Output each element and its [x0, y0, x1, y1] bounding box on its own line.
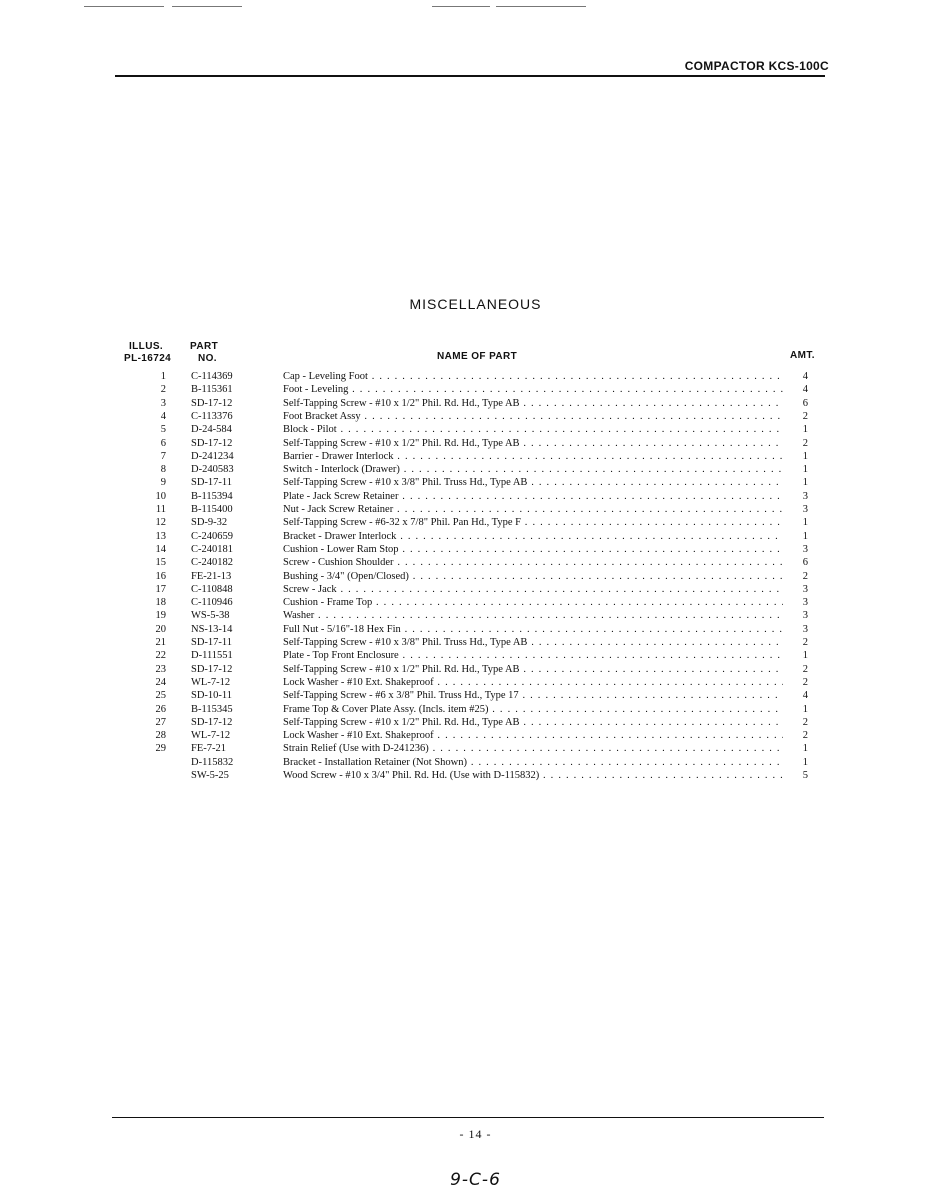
part-number: C-240181 [191, 543, 233, 555]
part-amount: 4 [802, 371, 808, 382]
part-name: Bracket - Installation Retainer (Not Shown) . . . [283, 756, 783, 769]
part-amount: 4 [802, 384, 808, 396]
illus-number: 8 [160, 464, 166, 476]
illus-number: 19 [155, 610, 166, 622]
part-amount: 1 [802, 530, 808, 542]
part-number: WS-5-38 [191, 610, 230, 622]
illus-number: 15 [155, 557, 166, 569]
illus-number: 4 [160, 410, 166, 422]
part-amount: 1 [802, 464, 808, 476]
part-number: WL-7-12 [191, 730, 231, 742]
part-number: C-110946 [191, 597, 233, 609]
part-amount: 5 [802, 770, 808, 781]
part-amount: 1 [802, 743, 808, 755]
part-number: SD-17-12 [191, 437, 233, 449]
part-amount: 1 [802, 517, 808, 529]
illus-number: 29 [155, 743, 166, 755]
column-header-amount: AMT. [790, 350, 815, 361]
illus-number: 20 [155, 623, 166, 635]
part-name: Bushing - 3/4" (Open/Closed) . . . [283, 570, 783, 583]
part-number: SD-17-12 [191, 397, 233, 409]
part-name: Block - Pilot . . . [283, 423, 783, 436]
part-amount: 4 [802, 690, 808, 702]
document-header-title: COMPACTOR KCS-100C [684, 59, 829, 73]
illus-number: 25 [155, 690, 166, 702]
part-name: Switch - Interlock (Drawer) . . . [283, 463, 783, 476]
part-number: B-115361 [191, 384, 233, 396]
part-amount: 1 [802, 756, 808, 768]
illus-number: 7 [160, 450, 166, 462]
column-header-illus-line2: PL-16724 [124, 353, 172, 364]
illus-number: 9 [160, 477, 166, 489]
part-name: Self-Tapping Screw - #10 x 1/2" Phil. Rd. Hd., Type AB . . . [283, 663, 783, 676]
part-amount: 1 [802, 650, 808, 662]
part-amount: 3 [802, 490, 808, 502]
page-number: - 14 - [459, 1127, 492, 1141]
part-number: FE-7-21 [191, 743, 226, 755]
part-name: Screw - Cushion Shoulder . . . [283, 556, 783, 569]
column-header-part-line1: PART [190, 341, 219, 352]
part-amount: 2 [802, 716, 808, 728]
part-name: Self-Tapping Screw - #6 x 3/8" Phil. Truss Hd., Type 17 . . . [283, 689, 783, 702]
part-name: Cap - Leveling Foot . . . [283, 370, 783, 383]
part-amount: 2 [802, 637, 808, 648]
part-name: Self-Tapping Screw - #10 x 3/8" Phil. Truss Hd., Type AB . . . [283, 636, 783, 649]
part-amount: 3 [802, 543, 808, 555]
illus-number: 26 [155, 703, 166, 715]
scan-artifact [172, 6, 242, 7]
part-name: Full Nut - 5/16"-18 Hex Fin . . . [283, 623, 783, 636]
illus-number: 1 [160, 371, 166, 382]
illus-number: 21 [155, 637, 166, 648]
part-number: D-241234 [191, 450, 234, 462]
part-number: D-115832 [191, 756, 234, 768]
part-amount: 1 [802, 703, 808, 715]
illus-number: 3 [160, 397, 166, 409]
illus-number: 5 [160, 424, 166, 436]
part-name: Cushion - Frame Top . . . [283, 596, 783, 609]
section-title: MISCELLANEOUS [409, 296, 542, 312]
scan-artifact [496, 6, 586, 7]
part-name: Cushion - Lower Ram Stop . . . [283, 543, 783, 556]
part-amount: 3 [802, 597, 808, 609]
illus-number: 28 [155, 730, 166, 742]
handwritten-code: 9-C-6 [450, 1170, 501, 1190]
part-name: Bracket - Drawer Interlock . . . [283, 530, 783, 543]
part-amount: 6 [802, 397, 808, 409]
part-number: C-240182 [191, 557, 233, 569]
footer-rule [112, 1117, 824, 1118]
part-amount: 2 [802, 570, 808, 582]
scan-artifact [432, 6, 490, 7]
part-name: Self-Tapping Screw - #6-32 x 7/8" Phil. Pan Hd., Type F . . . [283, 516, 783, 529]
part-name: Washer . . . [283, 609, 783, 622]
part-name: Self-Tapping Screw - #10 x 1/2" Phil. Rd. Hd., Type AB . . . [283, 437, 783, 450]
part-number: SD-17-11 [191, 477, 233, 489]
part-amount: 2 [802, 676, 808, 688]
part-number: C-113376 [191, 410, 233, 422]
part-amount: 2 [802, 437, 808, 449]
part-amount: 2 [802, 410, 808, 422]
part-name: Plate - Jack Screw Retainer . . . [283, 490, 783, 503]
column-header-part-line2: NO. [198, 353, 217, 364]
part-amount: 3 [802, 610, 808, 622]
part-name: Self-Tapping Screw - #10 x 1/2" Phil. Rd. Hd., Type AB . . . [283, 397, 783, 410]
header-rule [115, 75, 825, 77]
part-number: SD-17-11 [191, 637, 233, 648]
part-name: Frame Top & Cover Plate Assy. (Incls. item #25) . . . [283, 703, 783, 716]
part-name: Plate - Top Front Enclosure . . . [283, 649, 783, 662]
part-name: Lock Washer - #10 Ext. Shakeproof . . . [283, 676, 783, 689]
part-amount: 3 [802, 583, 808, 595]
part-number: FE-21-13 [191, 570, 232, 582]
part-amount: 2 [802, 663, 808, 675]
part-name: Lock Washer - #10 Ext. Shakeproof . . . [283, 729, 783, 742]
scan-artifact [84, 6, 164, 7]
illus-number: 17 [155, 583, 166, 595]
part-amount: 1 [802, 477, 808, 489]
illus-number: 6 [160, 437, 166, 449]
part-number: WL-7-12 [191, 676, 231, 688]
illus-number: 13 [155, 530, 166, 542]
illus-number: 12 [155, 517, 166, 529]
illus-number: 14 [155, 543, 166, 555]
part-number: D-240583 [191, 464, 234, 476]
part-number: D-111551 [191, 650, 233, 662]
part-name: Self-Tapping Screw - #10 x 3/8" Phil. Truss Hd., Type AB . . . [283, 476, 783, 489]
part-name: Screw - Jack . . . [283, 583, 783, 596]
part-number: SD-10-11 [191, 690, 233, 702]
part-name: Nut - Jack Screw Retainer . . . [283, 503, 783, 516]
part-amount: 6 [802, 557, 808, 569]
part-number: D-24-584 [191, 424, 232, 436]
part-name: Strain Relief (Use with D-241236) . . . [283, 742, 783, 755]
part-number: SD-17-12 [191, 663, 233, 675]
part-amount: 1 [802, 450, 808, 462]
part-number: B-115394 [191, 490, 233, 502]
part-name: Barrier - Drawer Interlock . . . [283, 450, 783, 463]
part-name: Foot - Leveling . . . [283, 383, 783, 396]
part-number: B-115345 [191, 703, 233, 715]
illus-number: 27 [155, 716, 166, 728]
illus-number: 24 [155, 676, 166, 688]
part-name: Wood Screw - #10 x 3/4" Phil. Rd. Hd. (Use with D-115832) . . . [283, 769, 783, 782]
illus-number: 23 [155, 663, 166, 675]
part-number: C-240659 [191, 530, 233, 542]
illus-number: 2 [160, 384, 166, 396]
column-header-name: NAME OF PART [437, 351, 518, 362]
illus-number: 10 [155, 490, 166, 502]
part-number: C-110848 [191, 583, 233, 595]
column-header-illus-line1: ILLUS. [129, 341, 164, 352]
part-number: SW-5-25 [191, 770, 229, 781]
part-amount: 3 [802, 623, 808, 635]
part-number: NS-13-14 [191, 623, 233, 635]
illus-number: 18 [155, 597, 166, 609]
part-number: C-114369 [191, 371, 233, 382]
part-amount: 1 [802, 424, 808, 436]
illus-number: 11 [155, 504, 166, 515]
part-number: B-115400 [191, 504, 233, 515]
part-number: SD-9-32 [191, 517, 228, 529]
illus-number: 16 [155, 570, 166, 582]
part-number: SD-17-12 [191, 716, 233, 728]
part-name: Foot Bracket Assy . . . [283, 410, 783, 423]
part-name: Self-Tapping Screw - #10 x 1/2" Phil. Rd. Hd., Type AB . . . [283, 716, 783, 729]
part-amount: 2 [802, 730, 808, 742]
part-amount: 3 [802, 504, 808, 515]
illus-number: 22 [155, 650, 166, 662]
